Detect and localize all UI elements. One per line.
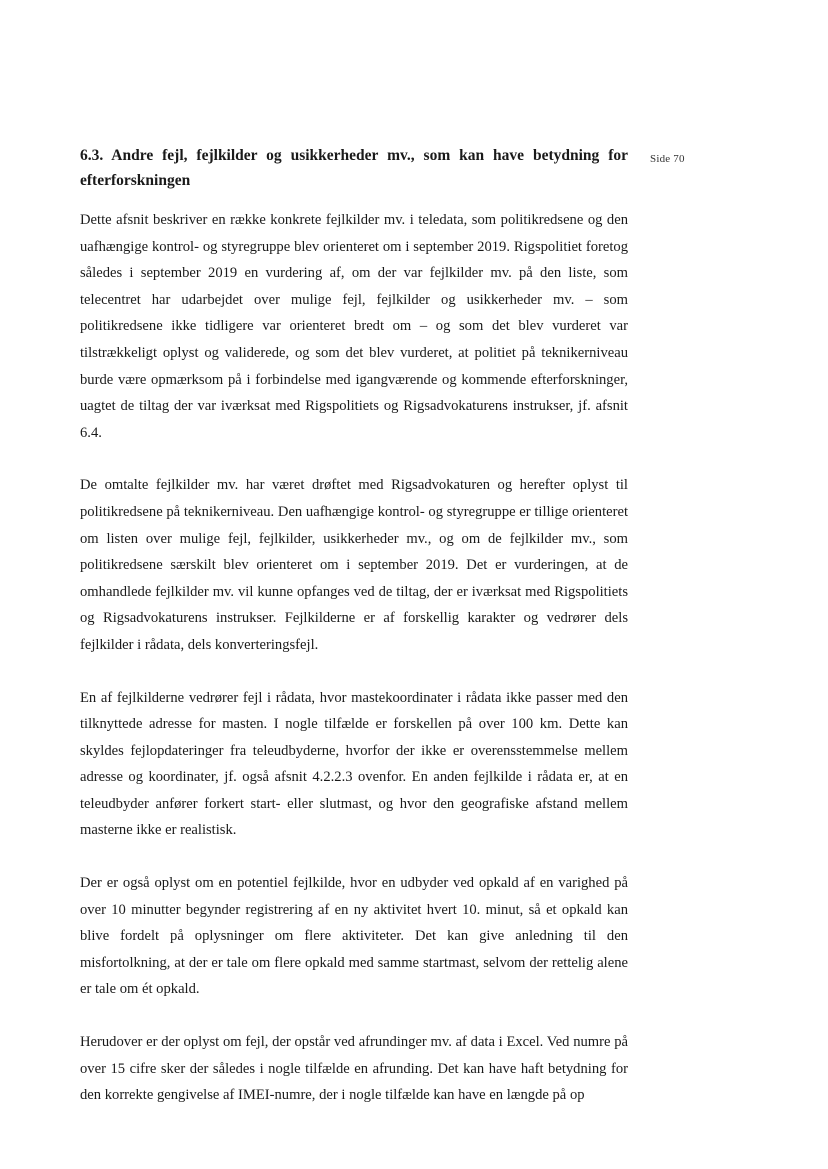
paragraph-5: Herudover er der oplyst om fejl, der opstår ved afrundinger mv. af data i Excel. Ved numre på over 15 cifre sker der således i nogle tilfælde en afrunding. Det kan have haft betydning for den korrekte gengivelse af IMEI-numre, der i nogle tilfælde kan have en længde på op	[80, 1034, 628, 1104]
document-body	[80, 143, 628, 1135]
paragraph-1: Dette afsnit beskriver en række konkrete fejlkilder mv. i teledata, som politikredsene og den uafhængige kontrol- og styregruppe blev orienteret om i september 2019. Rigspolitiet foretog således i september 2019 en vurdering af, om der var fejlkilder mv. på den liste, som telecentret har udarbejdet over mulige fejl, fejlkilder og usikkerheder mv. – som politikredsene ikke tidligere var orienteret bredt om – og som det blev vurderet var tilstrækkeligt oplyst og validerede, og som det blev vurderet, at politiet på teknikerniveau burde være opmærksom på i forbindelse med igangværende og kommende efterforskninger, uagtet de tiltag der var iværksat med Rigspolitiets og Rigsadvokaturens instrukser, jf. afsnit 6.4.	[80, 212, 628, 441]
section-heading: 6.3. Andre fejl, fejlkilder og usikkerheder mv., som kan have betydning for efterforskningen	[80, 147, 628, 189]
paragraph-4: Der er også oplyst om en potentiel fejlkilde, hvor en udbyder ved opkald af en varighed på over 10 minutter begynder registrering af en ny aktivitet hvert 10. minut, så et opkald kan blive fordelt på oplysninger om flere aktiviteter. Det kan give anledning til den misfortolkning, at der er tale om flere opkald med samme startmast, selvom der rettelig alene er tale om ét opkald.	[80, 875, 628, 998]
paragraph-3: En af fejlkilderne vedrører fejl i rådata, hvor mastekoordinater i rådata ikke passer med den tilknyttede adresse for masten. I nogle tilfælde er forskellen på over 100 km. Dette kan skyldes fejlopdateringer fra teleudbyderne, hvorfor der ikke er overensstemmelse mellem adresse og koordinater, jf. også afsnit 4.2.2.3 ovenfor. En anden fejlkilde i rådata er, at en teleudbyder anfører forkert start- eller slutmast, og hvor den geografiske afstand mellem masterne ikke er realistisk.	[80, 689, 628, 839]
paragraph-2: De omtalte fejlkilder mv. har været drøftet med Rigsadvokaturen og herefter oplyst til politikredsene på teknikerniveau. Den uafhængige kontrol- og styregruppe er tillige orienteret om listen over mulige fejl, fejlkilder, usikkerheder mv., og om de fejlkilder mv., som politikredsene særskilt blev orienteret om i september 2019. Det er vurderingen, at de omhandlede fejlkilder mv. vil kunne opfanges ved de tiltag, der er iværksat med Rigspolitiets og Rigsadvokaturens instrukser. Fejlkilderne er af forskellig karakter og vedrører dels fejlkilder i rådata, dels konverteringsfejl.	[80, 477, 628, 653]
page-number: Side 70	[650, 153, 685, 165]
